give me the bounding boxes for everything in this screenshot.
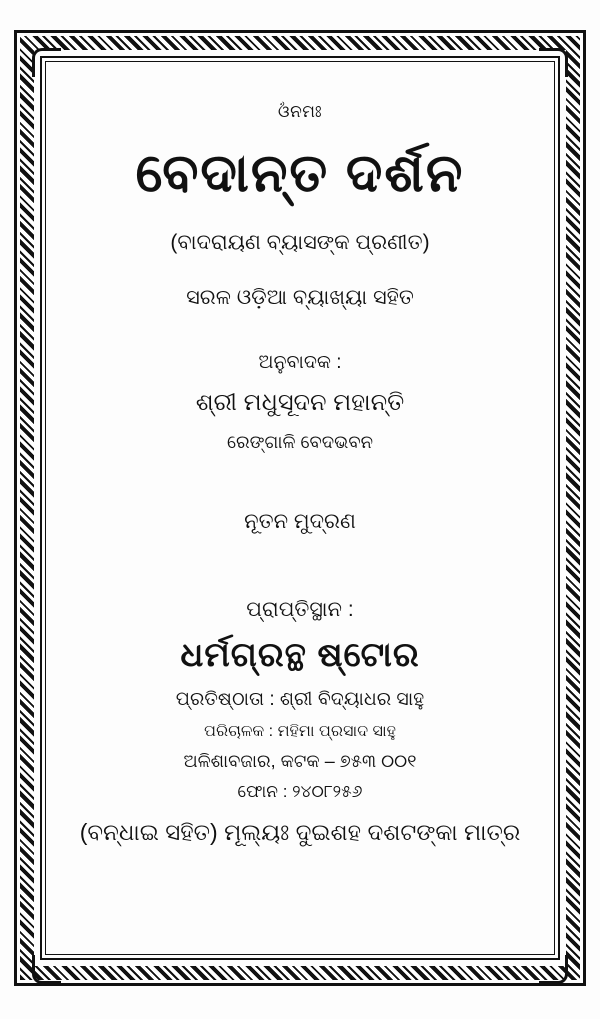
book-title: ବେଦାନ୍ତ ଦର୍ଶନ bbox=[135, 144, 465, 204]
translator-place: ରେଙ୍ଗାଳି ବେଦଭବନ bbox=[226, 431, 373, 452]
book-subtitle: ସରଳ ଓଡ଼ିଆ ବ୍ୟାଖ୍ୟା ସହିତ bbox=[186, 285, 414, 309]
founder-line: ପ୍ରତିଷ୍ଠାତା : ଶ୍ରୀ ବିଦ୍ୟାଧର ସାହୁ bbox=[175, 688, 425, 710]
price-line: (ବନ୍ଧାଇ ସହିତ) ମୂଲ୍ୟଃ ଦୁଇଶହ ଦଶଟଙ୍କା ମାତ୍ର bbox=[79, 818, 521, 845]
publisher-phone: ଫୋନ : ୨୪୦୮୨୫୬ bbox=[237, 782, 363, 802]
publisher-name: ଧର୍ମଗ୍ରନ୍ଥ ଷ୍ଟୋର bbox=[180, 635, 420, 674]
corner-flourish-top-left bbox=[32, 48, 61, 77]
corner-flourish-bottom-left bbox=[32, 955, 61, 984]
translator-name: ଶ୍ରୀ ମଧୁସୂଦନ ମହାନ୍ତି bbox=[195, 388, 405, 416]
availability-label: ପ୍ରାପ୍ତିସ୍ଥାନ : bbox=[246, 597, 354, 621]
corner-flourish-bottom-right bbox=[539, 955, 568, 984]
original-author-line: (ବାଦରାୟଣ ବ୍ୟାସଙ୍କ ପ୍ରଣୀତ) bbox=[170, 230, 430, 254]
translator-label: ଅନୁବାଦକ : bbox=[258, 352, 342, 374]
edition-text: ନୂତନ ମୁଦ୍ରଣ bbox=[244, 510, 356, 534]
title-page-content bbox=[60, 80, 540, 936]
manager-line: ପରିଚାଳକ : ମହିମା ପ୍ରସାଦ ସାହୁ bbox=[204, 722, 396, 740]
invocation-text: ଓଁନମଃ bbox=[277, 102, 323, 121]
corner-flourish-top-right bbox=[539, 48, 568, 77]
publisher-address: ଅଳିଶାବଜାର, କଟକ – ୭୫୩ ୦୦୧ bbox=[183, 750, 417, 771]
